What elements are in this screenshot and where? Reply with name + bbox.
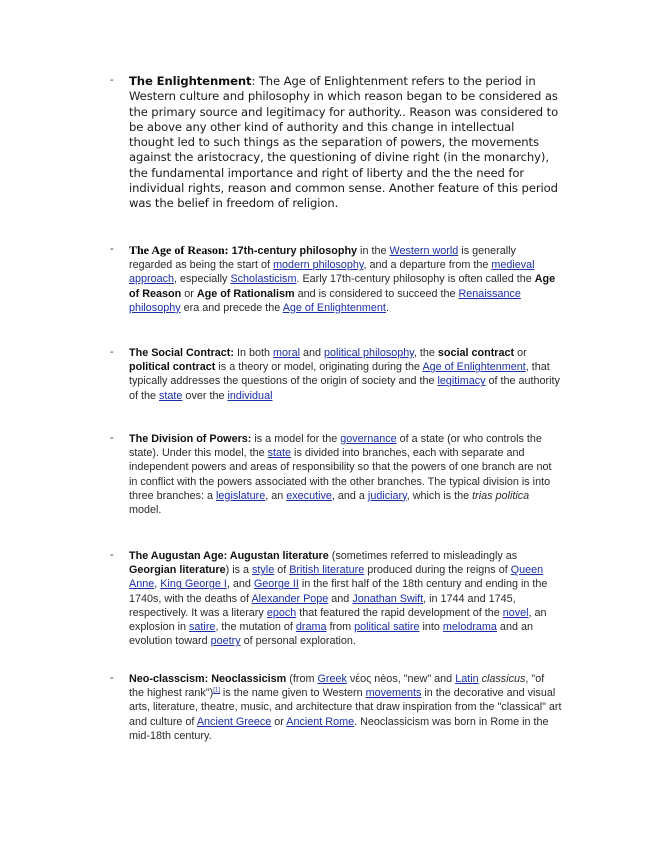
text-run: In both — [234, 347, 274, 359]
text-run: or — [271, 715, 287, 728]
link-state[interactable]: state — [267, 447, 292, 460]
link-queen-anne[interactable]: Queen Anne — [129, 564, 544, 591]
entry-title: The Social Contract: — [129, 347, 234, 359]
link-melodrama[interactable]: melodrama — [442, 621, 497, 634]
citation-link[interactable]: [1] — [213, 687, 220, 694]
bold-term: Age of Reason — [129, 273, 556, 300]
link-individual[interactable]: individual — [227, 389, 273, 402]
bullet-dash: - — [110, 432, 114, 444]
link-george-ii[interactable]: George II — [253, 578, 299, 591]
text-run: of the authority of the — [129, 375, 560, 402]
entry-text — [129, 74, 562, 212]
entry-text — [129, 346, 562, 403]
bold-term: social contract — [437, 347, 515, 359]
text-run: . Early 17th-century philosophy is often called the — [296, 273, 535, 286]
text-run: ) is a — [225, 564, 253, 577]
text-run: , and a — [331, 489, 368, 502]
text-run: (sometimes referred to misleadingly as — [328, 550, 518, 562]
entry-title: The Augustan Age: Augustan literature — [129, 550, 329, 562]
italic-term: trias politica — [472, 489, 530, 502]
link-scholasticism[interactable]: Scholasticism — [230, 273, 297, 286]
italic-term: classicus — [481, 673, 526, 685]
text-run: , that typically addresses the questions of the origin of society and the — [129, 361, 550, 388]
entry-age-of-reason — [110, 243, 562, 315]
text-run: in the first half of the 18th century and ending in the 1740s, with the deaths of — [129, 578, 548, 605]
text-run: , an explosion in — [129, 606, 547, 634]
link-legislature[interactable]: legislature — [216, 489, 266, 502]
bold-term: political contract — [129, 361, 216, 374]
link-greek[interactable]: Greek — [317, 673, 347, 685]
text-run: of personal exploration. — [240, 635, 356, 648]
link-alexander-pope[interactable]: Alexander Pope — [251, 592, 329, 605]
text-run: is a model for the — [251, 433, 341, 445]
text-run: , the — [413, 347, 438, 359]
entry-augustan-age — [110, 549, 562, 648]
link-age-of-enlightenment[interactable]: Age of Enlightenment — [422, 361, 526, 374]
link-judiciary[interactable]: judiciary — [367, 489, 407, 502]
text-run: of a state (or who controls the state). Under this model, the — [129, 433, 542, 460]
entry-title: The Age of Reason: — [129, 243, 229, 257]
text-run: , which is the — [406, 489, 473, 502]
entry-enlightenment — [110, 74, 562, 212]
bullet-dash: - — [110, 74, 114, 86]
text-run: in the — [357, 245, 390, 257]
link-jonathan-swift[interactable]: Jonathan Swift — [352, 592, 424, 605]
text-run: and an evolution toward — [129, 621, 533, 648]
link-epoch[interactable]: epoch — [266, 606, 297, 619]
link-political-philosophy[interactable]: political philosophy — [324, 347, 414, 359]
bold-term: Age of Rationalism — [196, 287, 295, 300]
bold-term: Georgian literature — [129, 564, 226, 577]
text-run: , especially — [174, 273, 231, 286]
link-satire[interactable]: satire — [189, 621, 216, 634]
text-run: , in 1744 and 1745, respectively. It was a literary — [129, 592, 516, 619]
link-ancient-greece[interactable]: Ancient Greece — [196, 715, 272, 728]
bullet-dash: - — [110, 672, 114, 684]
entry-title: The Division of Powers: — [129, 433, 252, 445]
link-latin[interactable]: Latin — [455, 673, 479, 685]
text-run: , and a departure from the — [363, 259, 492, 272]
entry-neoclassicism — [110, 672, 562, 743]
text-run: into — [419, 621, 443, 634]
text-run: (from — [286, 673, 318, 685]
text-run: and is considered to succeed the — [294, 287, 459, 300]
text-run: is divided into branches, each with separate and independent powers and areas of responsibility so that the powers of one branch are not in conflict with the powers associated with the other branches. The typical division is into three branches: a — [129, 447, 552, 502]
text-run: and — [328, 592, 353, 605]
link-ancient-rome[interactable]: Ancient Rome — [286, 715, 355, 728]
text-run: , "of the highest rank") — [129, 673, 545, 700]
entry-body: : The Age of Enlightenment refers to the period in Western culture and philosophy in which reason began to be considered as the primary source and legitimacy for authority.. Reason was considered to be above any other kind of authority and this change in intellectual thought led to such things as the separation of powers, the movements against the aristocracy, the questioning of divine right (in the monarchy), the fundamental importance and right of liberty and the the need for individual rights, reason and common sense. Another feature of this period was the belief in freedom of religion. — [129, 74, 559, 211]
link-executive[interactable]: executive — [286, 489, 332, 502]
entry-text — [129, 432, 562, 517]
text-run: and — [300, 347, 325, 359]
link-novel[interactable]: novel — [502, 606, 529, 619]
link-style[interactable]: style — [252, 564, 275, 577]
link-medieval-approach[interactable]: medieval approach — [129, 259, 535, 286]
link-western-world[interactable]: Western world — [389, 245, 459, 257]
link-drama[interactable]: drama — [295, 621, 327, 634]
text-run: , and — [226, 578, 254, 591]
text-run: is the name given to Western — [219, 687, 366, 700]
text-run: era and precede the — [180, 301, 283, 314]
link-british-literature[interactable]: British literature — [289, 564, 365, 577]
entry-title: The Enlightenment — [129, 74, 252, 88]
text-run: νέος nèos, "new" and — [346, 673, 456, 685]
entry-social-contract — [110, 346, 562, 403]
text-run: of — [274, 564, 290, 577]
text-run: is a theory or model, originating during the — [215, 361, 423, 374]
text-run: , — [154, 578, 161, 591]
bullet-dash: - — [110, 346, 114, 358]
entry-text — [129, 672, 562, 743]
link-state[interactable]: state — [159, 389, 183, 402]
bold-term: 17th-century philosophy — [231, 245, 358, 257]
bullet-dash: - — [110, 243, 114, 255]
text-run: , an — [265, 489, 287, 502]
link-poetry[interactable]: poetry — [210, 635, 241, 648]
entry-title: Neo-classcism: Neoclassicism — [129, 673, 287, 685]
text-run: from — [326, 621, 355, 634]
text-run: . Neoclassicism was born in Rome in the mid-18th century. — [129, 715, 549, 742]
link-political-satire[interactable]: political satire — [354, 621, 420, 634]
text-run: over the — [182, 389, 228, 402]
link-age-of-enlightenment[interactable]: Age of Enlightenment — [282, 301, 386, 314]
link-movements[interactable]: movements — [365, 687, 422, 700]
link-moral[interactable]: moral — [273, 347, 301, 359]
link-king-george-i[interactable]: King George I — [160, 578, 227, 591]
link-modern-philosophy[interactable]: modern philosophy — [273, 259, 364, 272]
text-run: is generally regarded as being the start of — [129, 245, 516, 272]
text-run: or — [514, 347, 527, 359]
link-governance[interactable]: governance — [340, 433, 397, 445]
entry-text — [129, 549, 562, 648]
text-run: or — [181, 287, 197, 300]
text-run: in the decorative and visual arts, literature, theatre, music, and architecture that draw inspiration from the "classical" art and culture of — [129, 687, 562, 728]
text-run: produced during the reigns of — [364, 564, 511, 577]
text-run: model. — [129, 504, 162, 517]
link-renaissance-philosophy[interactable]: Renaissance philosophy — [129, 287, 521, 314]
text-run: . — [385, 301, 389, 314]
entry-text — [129, 243, 562, 315]
entry-division-of-powers — [110, 432, 562, 517]
text-run: , the mutation of — [215, 621, 296, 634]
text-run: that featured the rapid development of the — [296, 606, 503, 619]
link-legitimacy[interactable]: legitimacy — [437, 375, 486, 388]
bullet-dash: - — [110, 549, 114, 561]
